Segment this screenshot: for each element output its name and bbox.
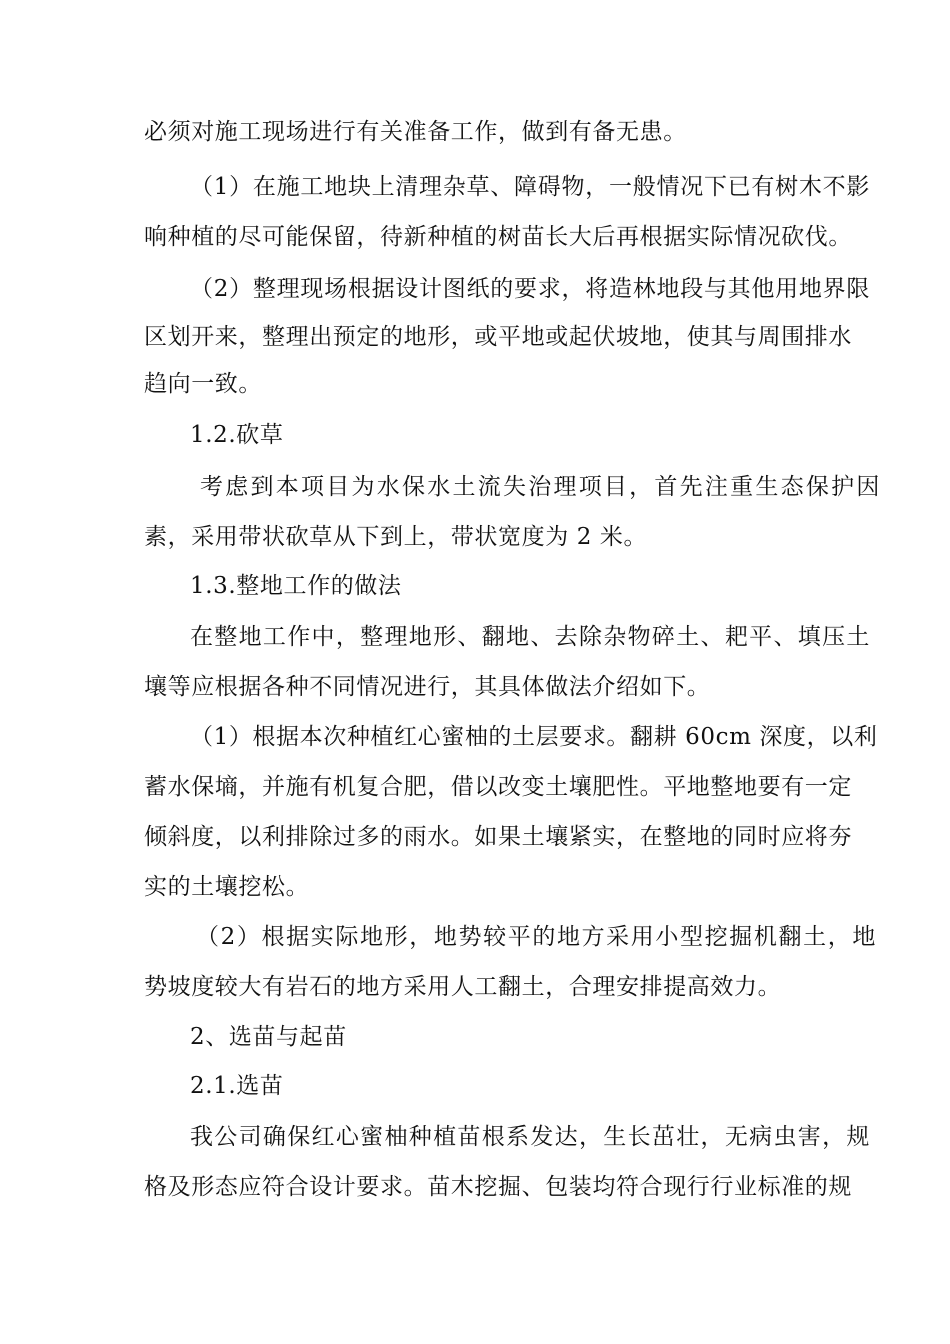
section-heading-2-1: 2.1.选苗	[190, 1073, 284, 1099]
text-line-1: 必须对施工现场进行有关准备工作，做到有备无患。	[144, 119, 687, 145]
text-line-14: 蓄水保墒，并施有机复合肥，借以改变土壤肥性。平地整地要有一定	[144, 774, 852, 800]
text-line-15: 倾斜度，以利排除过多的雨水。如果土壤紧实，在整地的同时应将夯	[144, 824, 852, 850]
section-heading-1-2: 1.2.砍草	[190, 422, 284, 448]
text-line-5: 区划开来，整理出预定的地形，或平地或起伏坡地，使其与周围排水	[144, 324, 852, 350]
text-line-11: 在整地工作中，整理地形、翻地、去除杂物碎土、耙平、填压土	[190, 624, 870, 650]
text-line-3: 响种植的尽可能保留，待新种植的树苗长大后再根据实际情况砍伐。	[144, 224, 852, 250]
text-line-4: （2）整理现场根据设计图纸的要求，将造林地段与其他用地界限	[190, 276, 870, 302]
text-line-2: （1）在施工地块上清理杂草、障碍物，一般情况下已有树木不影	[190, 174, 870, 200]
text-line-16: 实的土壤挖松。	[144, 874, 310, 900]
section-heading-2: 2、选苗与起苗	[190, 1024, 347, 1050]
text-line-9: 素，采用带状砍草从下到上，带状宽度为 2 米。	[144, 524, 648, 550]
text-line-6: 趋向一致。	[144, 371, 262, 397]
text-line-12: 壤等应根据各种不同情况进行，其具体做法介绍如下。	[144, 674, 711, 700]
section-heading-1-3: 1.3.整地工作的做法	[190, 573, 402, 599]
text-line-21: 我公司确保红心蜜柚种植苗根系发达，生长茁壮，无病虫害，规	[190, 1124, 870, 1150]
text-line-13: （1）根据本次种植红心蜜柚的土层要求。翻耕 60cm 深度，以利	[190, 724, 878, 750]
text-line-17: （2）根据实际地形，地势较平的地方采用小型挖掘机翻土，地	[196, 924, 876, 950]
text-line-18: 势坡度较大有岩石的地方采用人工翻土，合理安排提高效力。	[144, 974, 782, 1000]
text-line-22: 格及形态应符合设计要求。苗木挖掘、包装均符合现行行业标准的规	[144, 1174, 852, 1200]
text-line-8: 考虑到本项目为水保水土流失治理项目，首先注重生态保护因	[200, 474, 880, 500]
